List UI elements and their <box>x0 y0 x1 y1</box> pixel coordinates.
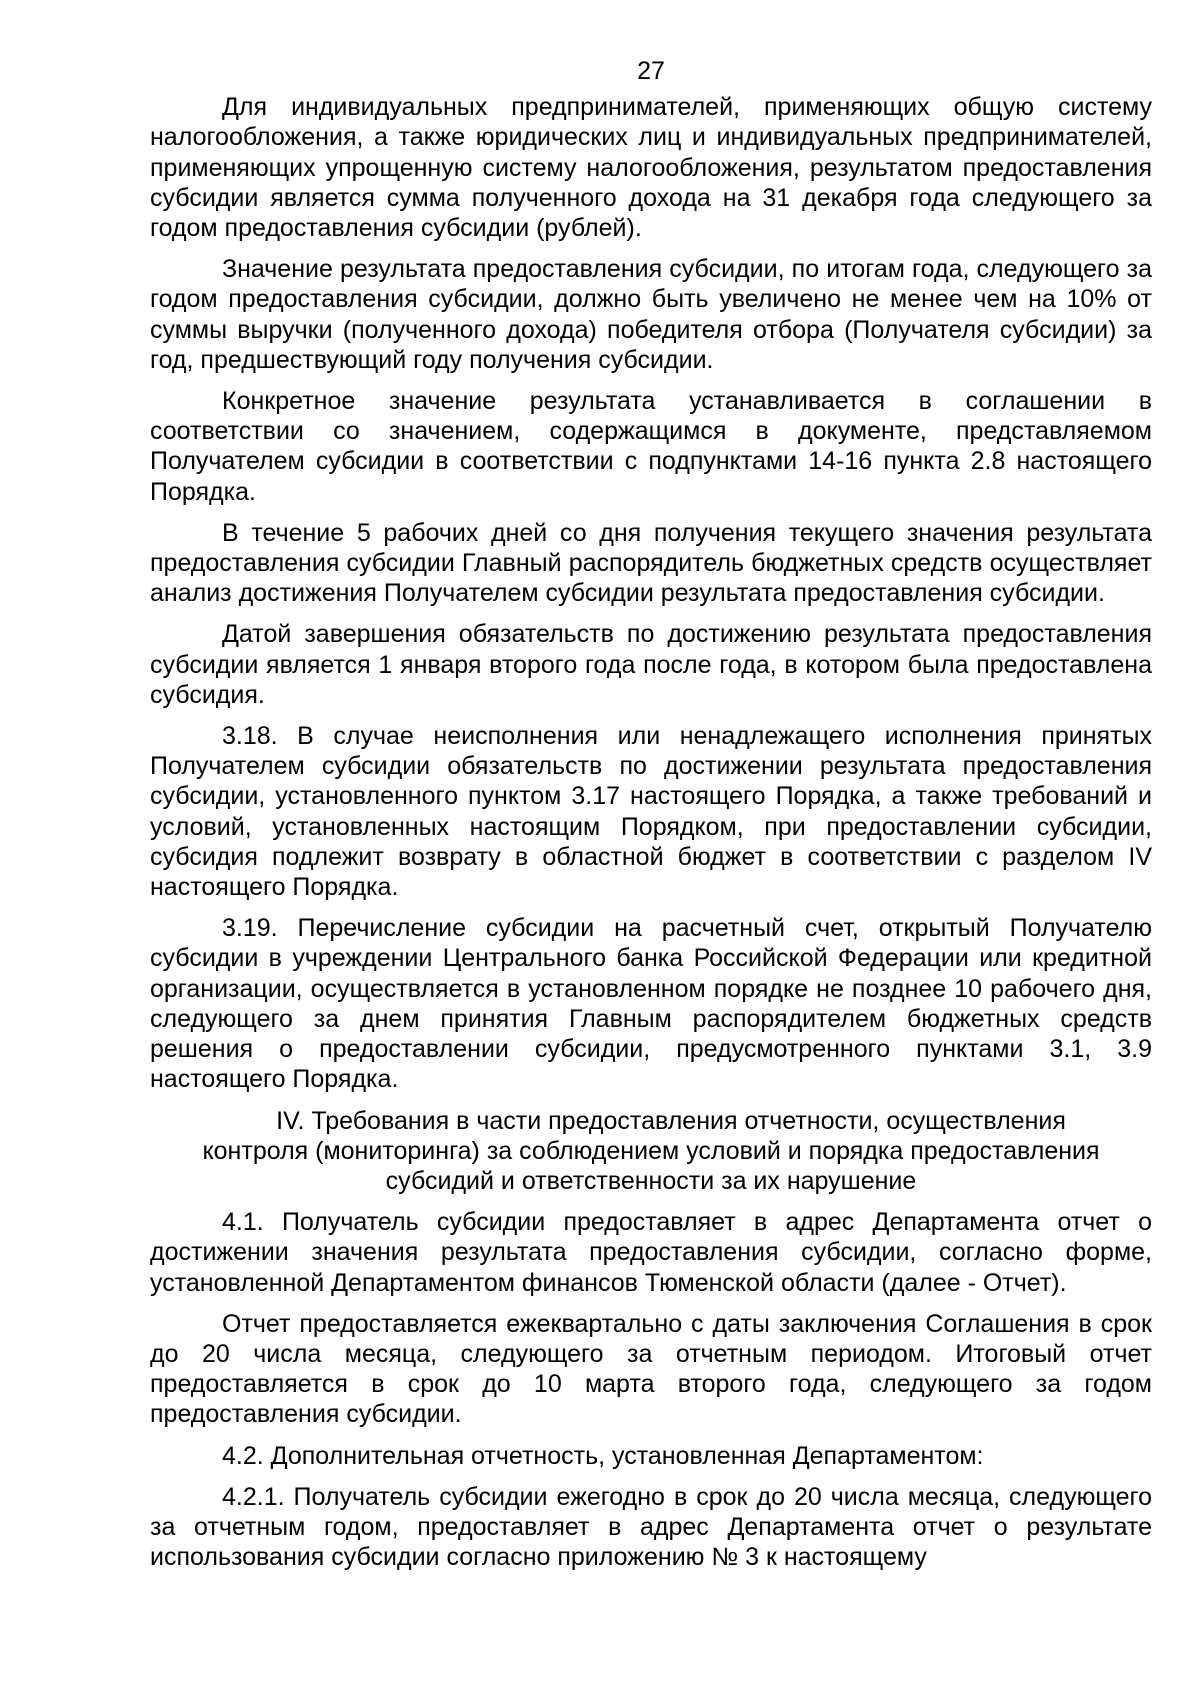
paragraph-4-1: 4.1. Получатель субсидии предоставляет в адрес Департамента отчет о достижении значения результата предоставления субсидии, согласно форме, установленной Департаментом финансов Тюменской области (далее - Отчет). <box>150 1208 1152 1297</box>
paragraph-3-19: 3.19. Перечисление субсидии на расчетный счет, открытый Получателю субсидии в учреждении Центрального банка Российской Федерации или кредитной организации, осуществляется в установленном порядке не позднее 10 рабочего дня, следующего за днем принятия Главным распорядителем бюджетных средств решения о предоставлении субсидии, предусмотренного пунктами 3.1, 3.9 настоящего Порядка. <box>150 914 1152 1094</box>
paragraph-report-schedule: Отчет предоставляется ежеквартально с даты заключения Соглашения в срок до 20 числа месяца, следующего за отчетным периодом. Итоговый отчет предоставляется в срок до 10 марта второго года, следующего за годом предоставления субсидии. <box>150 1309 1152 1429</box>
section-heading-line: субсидий и ответственности за их нарушение <box>385 1166 917 1195</box>
paragraph-3-18: 3.18. В случае неисполнения или ненадлежащего исполнения принятых Получателем субсидии обязательств по достижении результата предоставления субсидии, установленного пунктом 3.17 настоящего Порядка, а также требований и условий, установленных настоящим Порядком, при предоставлении субсидии, субсидия подлежит возврату в областной бюджет в соответствии с разделом IV настоящего Порядка. <box>150 722 1152 902</box>
paragraph-result-analysis: В течение 5 рабочих дней со дня получения текущего значения результата предоставления субсидии Главный распорядитель бюджетных средств осуществляет анализ достижения Получателем субсидии результата предоставления субсидии. <box>150 518 1152 608</box>
section-heading-line: контроля (мониторинга) за соблюдением условий и порядка предоставления <box>202 1136 1100 1165</box>
paragraph-result-specific-value: Конкретное значение результата устанавливается в соглашении в соответствии со значением, содержащимся в документе, представляемом Получателем субсидии в соответствии с подпунктами 14-16 пункта 2.8 настоящего Порядка. <box>150 387 1152 506</box>
paragraph-result-value-increase: Значение результата предоставления субсидии, по итогам года, следующего за годом предоставления субсидии, должно быть увеличено не менее чем на 10% от суммы выручки (полученного дохода) победителя отбора (Получателя субсидии) за год, предшествующий году получения субсидии. <box>150 255 1152 374</box>
paragraph-4-2: 4.2. Дополнительная отчетность, установленная Департаментом: <box>222 1441 984 1470</box>
paragraph-4-2-1: 4.2.1. Получатель субсидии ежегодно в срок до 20 числа месяца, следующего за отчетным годом, предоставляет в адрес Департамента отчет о результате использования субсидии согласно приложению № 3 к настоящему <box>150 1482 1152 1572</box>
section-heading-iv <box>150 1106 1152 1197</box>
paragraph-completion-date: Датой завершения обязательств по достижению результата предоставления субсидии является 1 января второго года после года, в котором была предоставлена субсидия. <box>150 620 1152 709</box>
page-number: 27 <box>637 57 665 85</box>
section-heading-line: IV. Требования в части предоставления отчетности, осуществления <box>276 1106 1066 1135</box>
paragraph-result-ip-general: Для индивидуальных предпринимателей, применяющих общую систему налогообложения, а также юридических лиц и индивидуальных предпринимателей, применяющих упрощенную систему налогообложения, результатом предоставления субсидии является сумма полученного дохода на 31 декабря года следующего за годом предоставления субсидии (рублей). <box>150 93 1152 243</box>
